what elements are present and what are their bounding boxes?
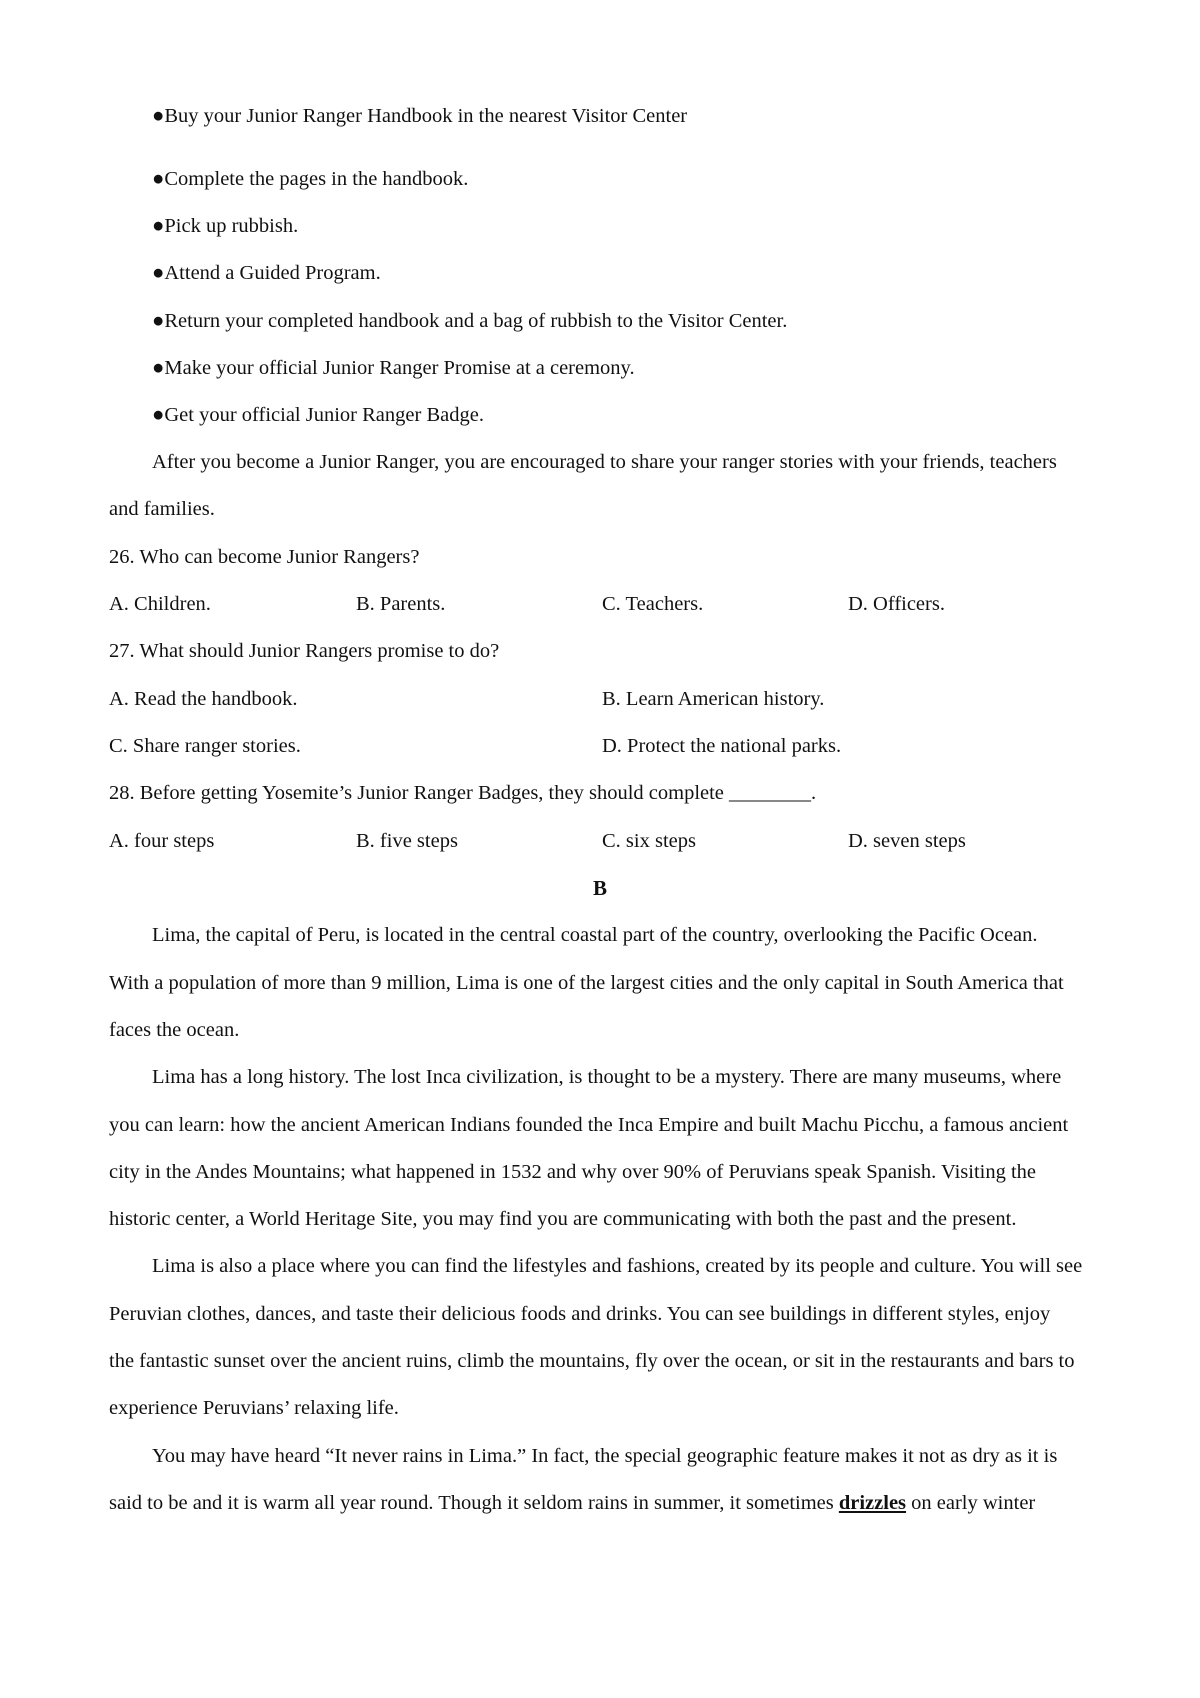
answer-option: A. four steps (109, 830, 215, 852)
paragraph-text: on early winter (906, 1492, 1036, 1514)
paragraph-line: Lima has a long history. The lost Inca civilization, is thought to be a mystery. There are many museums, where (152, 1066, 1062, 1088)
answer-option: C. Teachers. (602, 593, 704, 615)
question-stem: 28. Before getting Yosemite’s Junior Ranger Badges, they should complete ________. (109, 782, 817, 804)
step-item: ●Attend a Guided Program. (152, 262, 381, 284)
paragraph-line: the fantastic sunset over the ancient ruins, climb the mountains, fly over the ocean, or sit in the restaurants and bars to (109, 1350, 1075, 1372)
answer-option: B. Learn American history. (602, 688, 825, 710)
answer-option: A. Children. (109, 593, 211, 615)
closing-paragraph-line: After you become a Junior Ranger, you are encouraged to share your ranger stories with your friends, teachers (152, 451, 1057, 473)
step-item: ●Return your completed handbook and a bag of rubbish to the Visitor Center. (152, 310, 788, 332)
step-item: ●Make your official Junior Ranger Promise at a ceremony. (152, 357, 635, 379)
step-item: ●Get your official Junior Ranger Badge. (152, 404, 484, 426)
answer-option: A. Read the handbook. (109, 688, 298, 710)
answer-option: B. Parents. (356, 593, 446, 615)
paragraph-line: you can learn: how the ancient American Indians founded the Inca Empire and built Machu Picchu, a famous ancient (109, 1114, 1069, 1136)
answer-option: C. Share ranger stories. (109, 735, 301, 757)
section-heading: B (592, 876, 607, 900)
paragraph-line: historic center, a World Heritage Site, you may find you are communicating with both the past and the present. (109, 1208, 1017, 1230)
step-item: ●Complete the pages in the handbook. (152, 168, 469, 190)
paragraph-line: You may have heard “It never rains in Lima.” In fact, the special geographic feature makes it not as dry as it is (152, 1445, 1058, 1467)
answer-option: C. six steps (602, 830, 696, 852)
question-stem: 26. Who can become Junior Rangers? (109, 546, 420, 568)
answer-option: D. Officers. (848, 593, 945, 615)
paragraph-line: Peruvian clothes, dances, and taste their delicious foods and drinks. You can see buildings in different styles, enjoy (109, 1303, 1051, 1325)
paragraph-line: With a population of more than 9 million, Lima is one of the largest cities and the only capital in South America that (109, 972, 1064, 994)
paragraph-line (109, 1490, 1109, 1516)
paragraph-line: Lima, the capital of Peru, is located in the central coastal part of the country, overlooking the Pacific Ocean. (152, 924, 1038, 946)
answer-option: D. seven steps (848, 830, 966, 852)
step-item: ●Buy your Junior Ranger Handbook in the nearest Visitor Center (152, 105, 688, 127)
paragraph-line: faces the ocean. (109, 1019, 240, 1041)
step-item: ●Pick up rubbish. (152, 215, 299, 237)
paragraph-text: said to be and it is warm all year round. Though it seldom rains in summer, it sometimes (109, 1492, 839, 1514)
answer-option: D. Protect the national parks. (602, 735, 842, 757)
question-stem: 27. What should Junior Rangers promise to do? (109, 640, 500, 662)
paragraph-line: city in the Andes Mountains; what happened in 1532 and why over 90% of Peruvians speak Spanish. Visiting the (109, 1161, 1037, 1183)
answer-option: B. five steps (356, 830, 458, 852)
emphasized-vocabulary-word: drizzles (838, 1492, 907, 1514)
closing-paragraph-line: and families. (109, 498, 215, 520)
paragraph-line: Lima is also a place where you can find the lifestyles and fashions, created by its people and culture. You will see (152, 1255, 1083, 1277)
paragraph-line: experience Peruvians’ relaxing life. (109, 1397, 399, 1419)
